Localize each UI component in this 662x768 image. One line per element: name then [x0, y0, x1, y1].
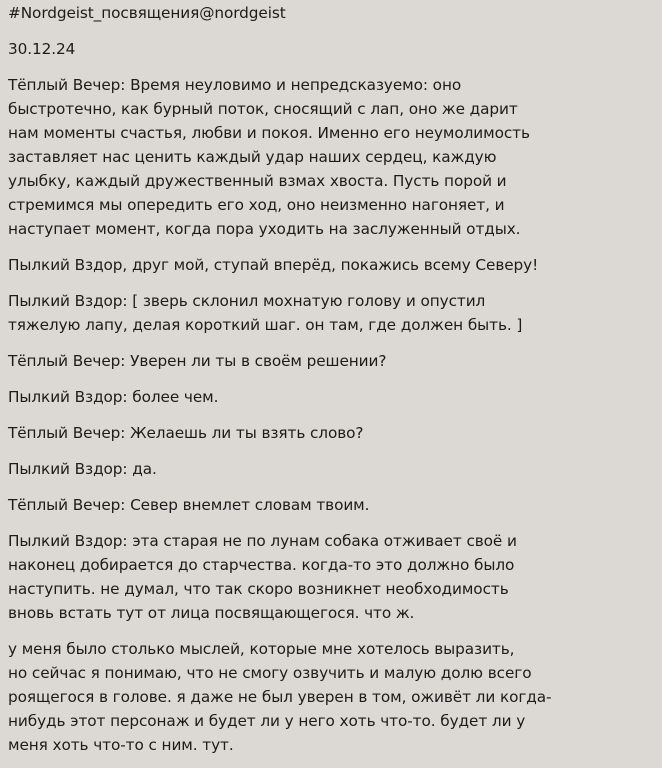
hashtag-text: #Nordgeist_посвящения@nordgeist	[8, 4, 286, 22]
date	[8, 37, 662, 61]
paragraph	[8, 73, 662, 241]
paragraph-line: наконец добирается до старчества. когда-то это должно было	[8, 556, 515, 574]
paragraph-line: Пылкий Вздор: более чем.	[8, 388, 219, 406]
paragraph-line: Пылкий Вздор: [ зверь склонил мохнатую голову и опустил	[8, 292, 486, 310]
paragraph-line: меня хоть что-то с ним. тут.	[8, 736, 234, 754]
paragraph-line: роящегося в голове. я даже не был уверен в том, оживёт ли когда-	[8, 688, 552, 706]
paragraph-line: Пылкий Вздор, друг мой, ступай вперёд, покажись всему Северу!	[8, 256, 539, 274]
paragraph-line: нибудь этот персонаж и будет ли у него хоть что-то. будет ли у	[8, 712, 526, 730]
paragraph-line: нам моменты счастья, любви и покоя. Именно его неумолимость	[8, 124, 530, 142]
paragraph	[8, 493, 662, 517]
paragraph	[8, 385, 662, 409]
hashtag-heading	[8, 1, 662, 25]
paragraph-line: наступить. не думал, что так скоро возникнет необходимость	[8, 580, 509, 598]
paragraph	[8, 637, 662, 757]
paragraph-line: наступает момент, когда пора уходить на заслуженный отдых.	[8, 220, 521, 238]
paragraph	[8, 457, 662, 481]
paragraph-line: у меня было столько мыслей, которые мне хотелось выразить,	[8, 640, 515, 658]
paragraph	[8, 253, 662, 277]
paragraph-line: Тёплый Вечер: Север внемлет словам твоим.	[8, 496, 370, 514]
paragraph-line: заставляет нас ценить каждый удар наших сердец, каждую	[8, 148, 497, 166]
paragraphs	[8, 73, 662, 757]
paragraph-line: но сейчас я понимаю, что не смогу озвучить и малую долю всего	[8, 664, 532, 682]
paragraph	[8, 421, 662, 445]
paragraph	[8, 529, 662, 625]
paragraph-line: Тёплый Вечер: Уверен ли ты в своём решении?	[8, 352, 387, 370]
paragraph-line: вновь встать тут от лица посвящающегося. что ж.	[8, 604, 415, 622]
paragraph-line: быстротечно, как бурный поток, сносящий с лап, оно же дарит	[8, 100, 518, 118]
paragraph	[8, 289, 662, 337]
paragraph-line: Тёплый Вечер: Время неуловимо и непредсказуемо: оно	[8, 76, 462, 94]
paragraph-line: Пылкий Вздор: да.	[8, 460, 157, 478]
paragraph-line: тяжелую лапу, делая короткий шаг. он там, где должен быть. ]	[8, 316, 523, 334]
paragraph-line: Тёплый Вечер: Желаешь ли ты взять слово?	[8, 424, 364, 442]
paragraph-line: улыбку, каждый дружественный взмах хвоста. Пусть порой и	[8, 172, 507, 190]
paragraph-line: Пылкий Вздор: эта старая не по лунам собака отживает своё и	[8, 532, 517, 550]
paragraph	[8, 349, 662, 373]
date-text: 30.12.24	[8, 40, 76, 58]
paragraph-line: стремимся мы опередить его ход, оно неизменно нагоняет, и	[8, 196, 505, 214]
